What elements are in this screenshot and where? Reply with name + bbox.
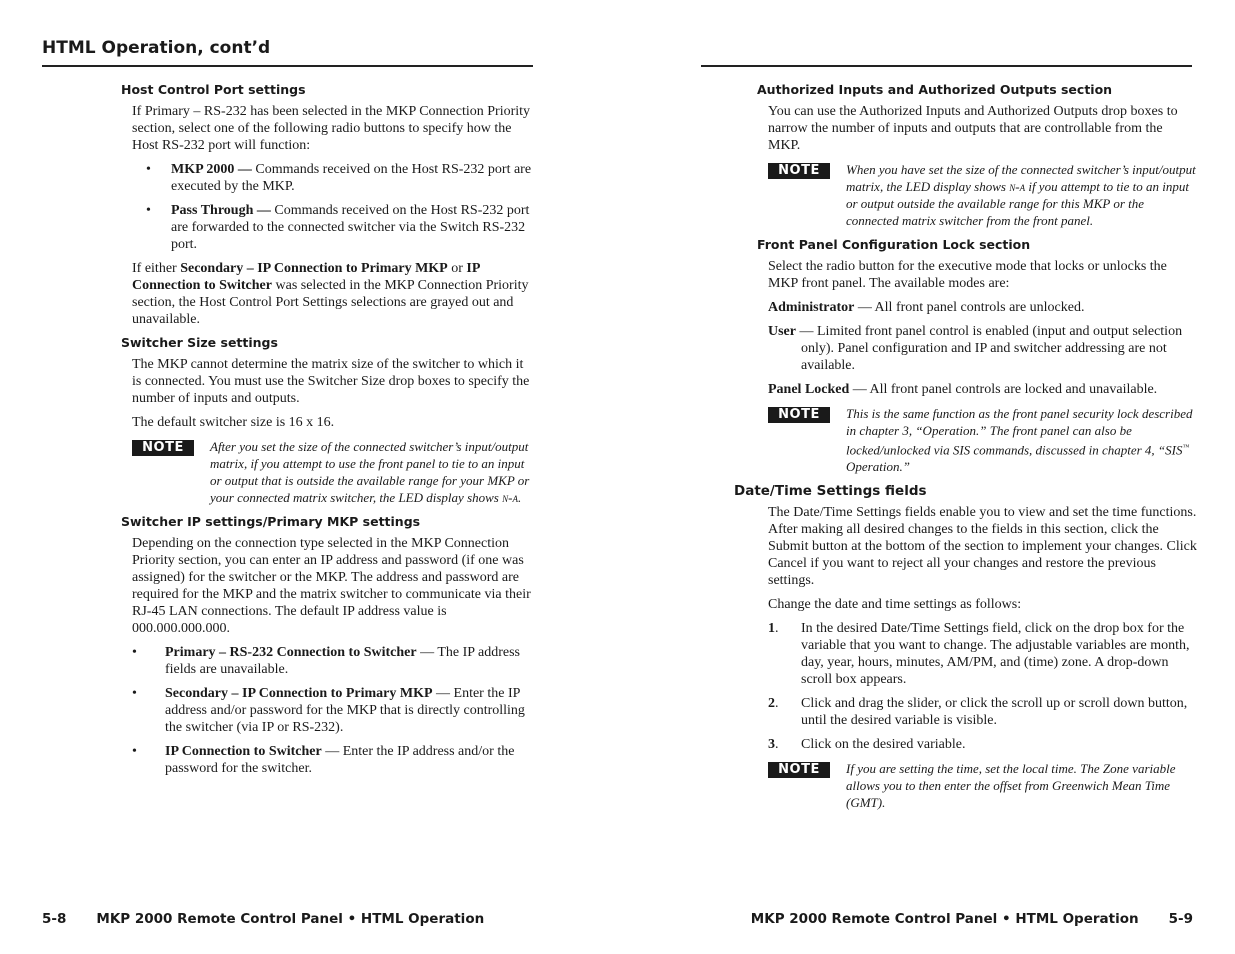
term: IP Connection to Switcher	[132, 261, 480, 293]
step-number: 3.	[768, 737, 779, 753]
datetime-p1: The Date/Time Settings fields enable you to view and set the time functions. After making all desired changes to the fields in this section, click the Submit button at the bottom of the section to implement your changes. Click Cancel if you want to reject all your changes and restore the previous settings.	[768, 505, 1197, 589]
option-term: Primary – RS-232 Connection to Switcher	[165, 645, 417, 660]
note-badge: NOTE	[132, 440, 194, 456]
note-text: If you are setting the time, set the local time. The Zone variable allows you to then enter the offset from Greenwich Mean Time (GMT).	[846, 761, 1176, 811]
step-text: Click on the desired variable.	[801, 737, 966, 753]
note-datetime	[768, 760, 1197, 811]
right-column	[734, 82, 1197, 819]
list-item	[132, 202, 533, 253]
mode-text: — Limited front panel control is enabled (input and output selection only). Panel configuration and IP and switcher addressing are not available.	[796, 324, 1183, 373]
text-run: When you have set the size of the connected switcher’s input/output matrix, the LED display shows	[846, 162, 1196, 194]
footer-right	[751, 910, 1193, 928]
switcher-size-p1: The MKP cannot determine the matrix size of the switcher to which it is connected. You must use the Switcher Size drop boxes to specify the number of inputs and outputs.	[132, 357, 530, 406]
footer-title: MKP 2000 Remote Control Panel • HTML Operation	[96, 911, 485, 927]
mode-user	[768, 323, 1197, 374]
text-run: This is the same function as the front panel security lock described in chapter 3, “Operation.” The front panel can also be locked/unlocked via SIS commands, discussed in chapter 4, “SIS	[846, 406, 1193, 458]
footer-left	[42, 910, 484, 928]
note-lock	[768, 405, 1197, 475]
datetime-steps	[768, 620, 1197, 753]
list-item	[132, 685, 533, 736]
mode-term: User	[768, 324, 796, 339]
bullet-icon: •	[146, 162, 151, 177]
note-badge: NOTE	[768, 407, 830, 423]
option-term: Pass Through —	[171, 203, 271, 218]
mode-panel-locked	[768, 381, 1197, 398]
header-rule	[42, 65, 533, 67]
mode-text: — All front panel controls are locked and unavailable.	[849, 382, 1158, 397]
datetime-p2: Change the date and time settings as follows:	[768, 597, 1022, 613]
page-number: 5-9	[1168, 911, 1193, 927]
switcher-ip-options	[132, 644, 533, 777]
switcher-size-p2: The default switcher size is 16 x 16.	[132, 415, 335, 430]
option-text: — Enter the IP address and/or the password for the switcher.	[165, 744, 515, 776]
step-number: 2.	[768, 696, 779, 712]
mode-term: Administrator	[768, 300, 855, 315]
note-badge: NOTE	[768, 163, 830, 179]
lock-p1: Select the radio button for the executive mode that locks or unlocks the MKP front panel. The available modes are:	[768, 259, 1167, 291]
bullet-icon: •	[146, 203, 151, 218]
footer-title: MKP 2000 Remote Control Panel • HTML Operation	[750, 911, 1139, 927]
note-text	[846, 161, 1197, 229]
text-run: was selected in the MKP Connection Priority section, the Host Control Port Settings selections are grayed out and unavailable.	[132, 278, 529, 327]
mode-administrator	[768, 299, 1197, 316]
note-switcher-size	[132, 438, 533, 506]
text-run: .	[517, 490, 522, 505]
step-num: 2	[768, 696, 775, 712]
step-number: 1.	[768, 621, 779, 637]
step-text: In the desired Date/Time Settings field, click on the drop box for the variable that you want to change. The adjustable variables are month, day, year, hours, minutes, AM/PM, and (time) zone. A drop-down scroll box appears.	[801, 621, 1190, 688]
host-control-heading: Host Control Port settings	[121, 82, 306, 97]
option-text: — The IP address fields are unavailable.	[165, 645, 521, 677]
option-text: — Enter the IP address and/or password for the MKP that is directly controlling the switcher (via IP or RS-232).	[165, 686, 525, 735]
step-text: Click and drag the slider, or click the scroll up or scroll down button, until the desired variable is visible.	[801, 696, 1188, 729]
list-item	[768, 736, 1197, 753]
term: Secondary – IP Connection to Primary MKP	[180, 261, 448, 276]
mode-text: — All front panel controls are unlocked.	[854, 300, 1085, 315]
note-badge: NOTE	[768, 762, 830, 778]
header-rule	[701, 65, 1192, 67]
text-run: Operation.”	[846, 459, 910, 475]
bullet-icon: •	[132, 645, 137, 660]
switcher-size-heading: Switcher Size settings	[121, 335, 278, 350]
text-run: After you set the size of the connected switcher’s input/output matrix, if you attempt to use the front panel to tie to an input or output that is outside the available range for your MKP or your connected matrix switcher, the LED display shows	[210, 439, 530, 505]
left-column	[121, 82, 533, 784]
right-page	[617, 0, 1235, 954]
switcher-ip-p1: Depending on the connection type selected in the MKP Connection Priority section, you can enter an IP address and password (if one was assigned) for the switcher or the MKP. The address and password are required for the MKP and the matrix switcher to communicate via their RJ-45 LAN connections. The default IP address value is 000.000.000.000.	[132, 536, 531, 636]
text-run: If either	[132, 261, 181, 276]
note-text	[846, 405, 1197, 475]
option-text: Commands received on the Host RS-232 port are forwarded to the connected switcher via the Switch RS-232 port.	[171, 203, 530, 252]
lock-heading: Front Panel Configuration Lock section	[757, 237, 1031, 252]
led-code: n-a	[1009, 179, 1026, 194]
option-term: MKP 2000 —	[171, 162, 252, 177]
page-number: 5-8	[42, 911, 67, 927]
option-term: IP Connection to Switcher	[165, 744, 322, 759]
option-text: Commands received on the Host RS-232 port are executed by the MKP.	[171, 162, 532, 194]
host-control-intro: If Primary – RS-232 has been selected in the MKP Connection Priority section, select one of the following radio buttons to specify how the Host RS-232 port will function:	[132, 104, 531, 153]
bullet-icon: •	[132, 686, 137, 701]
text-run: if you attempt to tie to an input or output outside the available range for this MKP or the connected matrix switcher from the front panel.	[846, 179, 1190, 228]
note-text	[210, 438, 533, 506]
datetime-heading: Date/Time Settings fields	[734, 483, 927, 500]
host-control-note-paragraph	[132, 260, 533, 328]
led-code: n-a	[502, 490, 518, 505]
switcher-ip-heading: Switcher IP settings/Primary MKP settings	[121, 514, 421, 529]
list-item	[132, 743, 533, 777]
text-run: or	[447, 261, 467, 276]
bullet-icon: •	[132, 744, 137, 759]
authorized-p1: You can use the Authorized Inputs and Authorized Outputs drop boxes to narrow the number of inputs and outputs that are controllable from the MKP.	[768, 104, 1178, 153]
step-num: 3	[768, 737, 775, 753]
list-item	[768, 695, 1197, 729]
trademark-mark: ™	[1182, 443, 1190, 451]
option-term: Secondary – IP Connection to Primary MKP	[165, 686, 433, 701]
list-item	[768, 620, 1197, 688]
left-page	[0, 0, 617, 954]
note-authorized	[768, 161, 1197, 229]
list-item	[132, 161, 533, 195]
step-num: 1	[768, 621, 775, 637]
host-control-options	[132, 161, 533, 253]
section-title: HTML Operation, cont’d	[42, 38, 271, 58]
list-item	[132, 644, 533, 678]
mode-term: Panel Locked	[768, 382, 850, 397]
authorized-heading: Authorized Inputs and Authorized Outputs section	[757, 82, 1113, 97]
